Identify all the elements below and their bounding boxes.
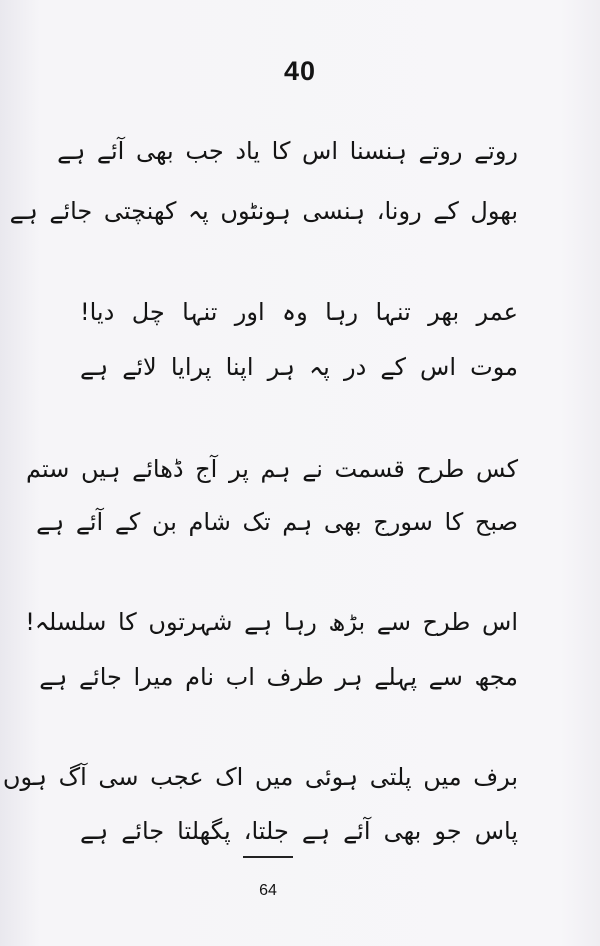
couplet-3-line-2: صبح کا سورج بھی ہم تک شام بن کے آئے ہے (36, 508, 518, 536)
couplet-3-line-1: کس طرح قسمت نے ہم پر آج ڈھائے ہیں ستم (26, 455, 518, 483)
couplet-1-line-2: بھول کے رونا، ہنسی ہونٹوں پہ کھنچتی جائے ہے (9, 197, 518, 225)
couplet-5-line-2: پاس جو بھی آئے ہے جلتا، پگھلتا جائے ہے (80, 817, 518, 845)
couplet-1-line-1: روتے روتے ہنسنا اس کا یاد جب بھی آئے ہے (57, 137, 518, 165)
page-number: 64 (259, 882, 277, 899)
ghazal-number: 40 (283, 56, 317, 86)
couplet-4-line-1: اس طرح سے بڑھ رہا ہے شہرتوں کا سلسلہ! (25, 608, 518, 636)
end-divider (243, 856, 293, 858)
couplet-2-line-2: موت اس کے در پہ ہر اپنا پرایا لائے ہے (80, 353, 518, 381)
couplet-2-line-1: عمر بھر تنہا رہا وہ اور تنہا چل دیا! (80, 298, 518, 326)
couplet-5-line-1: برف میں پلتی ہوئی میں اک عجب سی آگ ہوں (2, 763, 518, 791)
couplet-4-line-2: مجھ سے پہلے ہر طرف اب نام میرا جائے ہے (39, 663, 518, 691)
